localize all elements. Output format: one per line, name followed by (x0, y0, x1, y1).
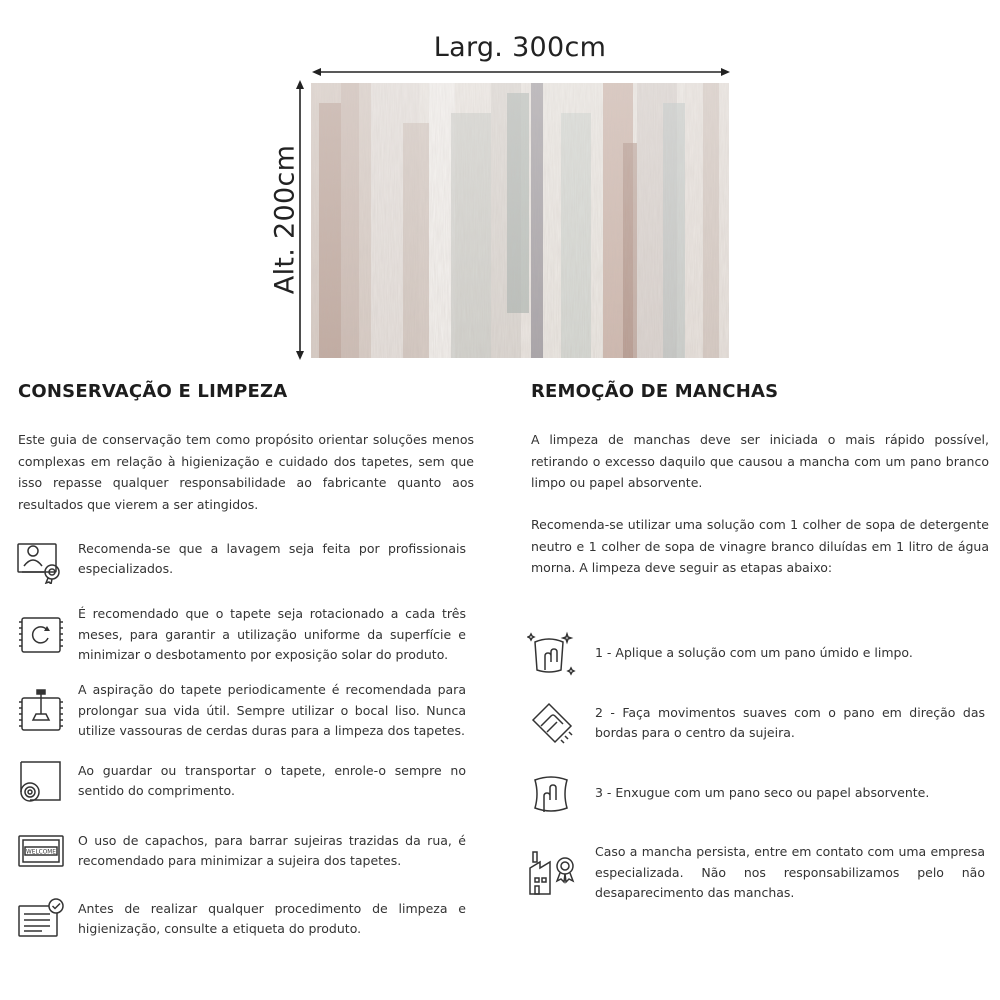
conservation-title: CONSERVAÇÃO E LIMPEZA (18, 381, 288, 402)
conservation-item (14, 604, 476, 666)
step-text: 2 - Faça movimentos suaves com o pano em direção das bordas para o centro da sujeira. (595, 704, 985, 740)
welcome-mat-word: WELCOME (26, 849, 56, 856)
width-dimension-arrow (312, 66, 730, 78)
wipe-cloth-hand-icon (525, 696, 579, 750)
stain-step (525, 626, 991, 680)
dry-cloth-hand-icon (525, 766, 579, 820)
wet-cloth-hand-icon (525, 626, 579, 680)
rug-image (311, 83, 729, 358)
conservation-item (14, 892, 476, 946)
item-text: É recomendado que o tapete seja rotacionado a cada três meses, para garantir a utilização uniforme da superfície e minimizar o desbotamento por exposição solar do produto. (78, 606, 466, 662)
conservation-item (14, 754, 476, 808)
stain-step (525, 842, 991, 904)
item-text: Recomenda-se que a lavagem seja feita por profissionais especializados. (78, 540, 466, 576)
rotate-rug-icon (14, 608, 68, 662)
stains-intro-2: Recomenda-se utilizar uma solução com 1 colher de sopa de detergente neutro e 1 colher de sopa de vinagre branco diluídas em 1 litro de água morna. A limpeza deve seguir as etapas abaixo: (531, 517, 989, 575)
stain-step (525, 696, 991, 750)
item-text: O uso de capachos, para barrar sujeiras trazidas da rua, é recomendado para minimizar a sujeira dos tapetes. (78, 832, 466, 868)
item-text: Antes de realizar qualquer procedimento de limpeza e higienização, consulte a etiqueta do produto. (78, 900, 466, 936)
specialized-company-icon (525, 846, 579, 900)
height-dimension-label: Alt. 200cm (269, 144, 301, 295)
step-text: 1 - Aplique a solução com um pano úmido e limpo. (595, 644, 913, 660)
stains-title: REMOÇÃO DE MANCHAS (531, 381, 779, 402)
rolled-rug-icon (14, 754, 68, 808)
conservation-item (14, 532, 476, 586)
width-dimension-label: Larg. 300cm (433, 32, 607, 63)
conservation-item (14, 680, 476, 742)
conservation-item (14, 824, 476, 878)
step-text: 3 - Enxugue com um pano seco ou papel absorvente. (595, 784, 930, 800)
stains-intro-1: A limpeza de manchas deve ser iniciada o mais rápido possível, retirando o excesso daquilo que causou a mancha com um pano branco limpo ou papel absorvente. (531, 432, 989, 490)
item-text: Ao guardar ou transportar o tapete, enrole-o sempre no sentido do comprimento. (78, 762, 466, 798)
welcome-mat-icon (14, 824, 68, 878)
item-text: A aspiração do tapete periodicamente é recomendada para prolongar sua vida útil. Sempre utilizar o bocal liso. Nunca utilize vassouras de cerdas duras para a limpeza dos tapetes. (78, 682, 466, 738)
stain-step (525, 766, 991, 820)
step-text: Caso a mancha persista, entre em contato com uma empresa especializada. Não nos responsabilizamos pelo não desaparecimento das manchas. (595, 844, 985, 900)
label-check-icon (14, 892, 68, 946)
height-dimension-arrow (294, 80, 306, 360)
vacuum-rug-icon (14, 684, 68, 738)
conservation-intro: Este guia de conservação tem como propósito orientar soluções menos complexas em relação à higienização e cuidado dos tapetes, sem que isso repasse qualquer responsabilidade ao fabricante quanto aos resultados que vierem a ser atingidos. (18, 432, 474, 512)
professional-certificate-icon (14, 532, 68, 586)
